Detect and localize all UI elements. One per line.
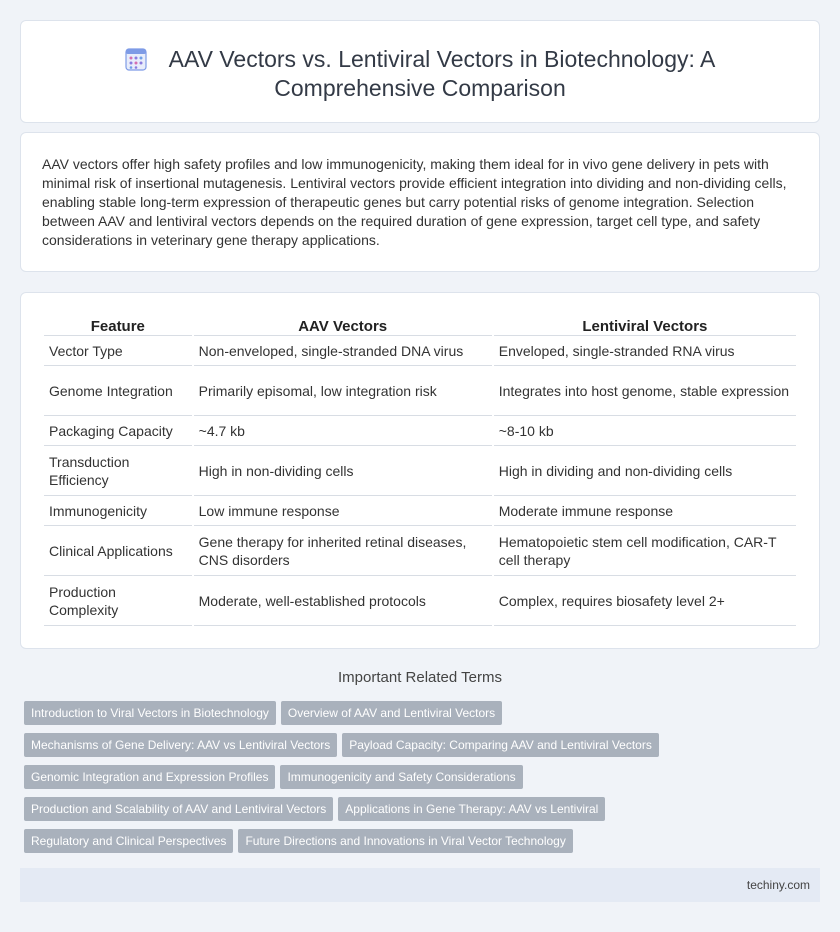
comparison-table-card: [20, 292, 820, 649]
aav-cell: Non-enveloped, single-stranded DNA virus: [194, 336, 492, 366]
footer: [20, 868, 820, 902]
feature-cell: Production Complexity: [44, 576, 192, 626]
table-row: [44, 366, 796, 416]
aav-cell: Gene therapy for inherited retinal diseases, CNS disorders: [194, 526, 492, 576]
calendar-grid-icon: [125, 47, 147, 71]
aav-cell: ~4.7 kb: [194, 416, 492, 446]
tag-row: [24, 829, 804, 861]
aav-cell: Primarily episomal, low integration risk: [194, 366, 492, 416]
lentiviral-cell: Hematopoietic stem cell modification, CAR-T cell therapy: [494, 526, 796, 576]
lentiviral-cell: Integrates into host genome, stable expression: [494, 366, 796, 416]
related-term-link[interactable]: Future Directions and Innovations in Viral Vector Technology: [238, 829, 572, 853]
feature-cell: Vector Type: [44, 336, 192, 366]
table-row: [44, 526, 796, 576]
feature-cell: Clinical Applications: [44, 526, 192, 576]
lentiviral-cell: Complex, requires biosafety level 2+: [494, 576, 796, 626]
related-term-link[interactable]: Production and Scalability of AAV and Lentiviral Vectors: [24, 797, 333, 821]
lentiviral-cell: Enveloped, single-stranded RNA virus: [494, 336, 796, 366]
lentiviral-cell: High in dividing and non-dividing cells: [494, 446, 796, 496]
aav-cell: High in non-dividing cells: [194, 446, 492, 496]
footer-site-link[interactable]: techiny.com: [746, 878, 810, 892]
table-row: [44, 576, 796, 626]
related-terms-heading: Important Related Terms: [338, 669, 502, 686]
intro-card: [20, 132, 820, 272]
tag-row: [24, 733, 804, 765]
title-card: [20, 20, 820, 123]
title-line-2: Comprehensive Comparison: [274, 75, 566, 101]
tag-row: [24, 765, 804, 797]
tag-row: [24, 797, 804, 829]
table-row: [44, 446, 796, 496]
feature-cell: Genome Integration: [44, 366, 192, 416]
table-header-row: [44, 316, 796, 336]
header-lentiviral: Lentiviral Vectors: [494, 316, 796, 336]
header-aav: AAV Vectors: [194, 316, 492, 336]
related-term-link[interactable]: Applications in Gene Therapy: AAV vs Lentiviral: [338, 797, 605, 821]
page-title: [21, 45, 819, 103]
comparison-table: [42, 316, 798, 626]
related-term-link[interactable]: Mechanisms of Gene Delivery: AAV vs Lentiviral Vectors: [24, 733, 337, 757]
related-term-link[interactable]: Regulatory and Clinical Perspectives: [24, 829, 233, 853]
aav-cell: Moderate, well-established protocols: [194, 576, 492, 626]
related-term-link[interactable]: Payload Capacity: Comparing AAV and Lentiviral Vectors: [342, 733, 659, 757]
title-line-1: AAV Vectors vs. Lentiviral Vectors in Biotechnology: A: [168, 46, 716, 72]
related-term-link[interactable]: Genomic Integration and Expression Profiles: [24, 765, 275, 789]
table-row: [44, 416, 796, 446]
table-row: [44, 336, 796, 366]
related-term-link[interactable]: Overview of AAV and Lentiviral Vectors: [281, 701, 502, 725]
related-terms-list: [24, 701, 804, 861]
table-row: [44, 496, 796, 526]
tag-row: [24, 701, 804, 733]
feature-cell: Transduction Efficiency: [44, 446, 192, 496]
intro-paragraph: AAV vectors offer high safety profiles and low immunogenicity, making them ideal for in vivo gene delivery in pets with minimal risk of insertional mutagenesis. Lentiviral vectors provide efficient integration into dividing and non-dividing cells, enabling stable long-term expression of therapeutic genes but carry potential risks of genome integration. Selection between AAV and lentiviral vectors depends on the required duration of gene expression, target cell type, and safety considerations in veterinary gene therapy applications.: [42, 156, 787, 248]
feature-cell: Packaging Capacity: [44, 416, 192, 446]
feature-cell: Immunogenicity: [44, 496, 192, 526]
lentiviral-cell: ~8-10 kb: [494, 416, 796, 446]
related-term-link[interactable]: Immunogenicity and Safety Considerations: [280, 765, 522, 789]
lentiviral-cell: Moderate immune response: [494, 496, 796, 526]
aav-cell: Low immune response: [194, 496, 492, 526]
related-term-link[interactable]: Introduction to Viral Vectors in Biotechnology: [24, 701, 276, 725]
header-feature: Feature: [44, 316, 192, 336]
